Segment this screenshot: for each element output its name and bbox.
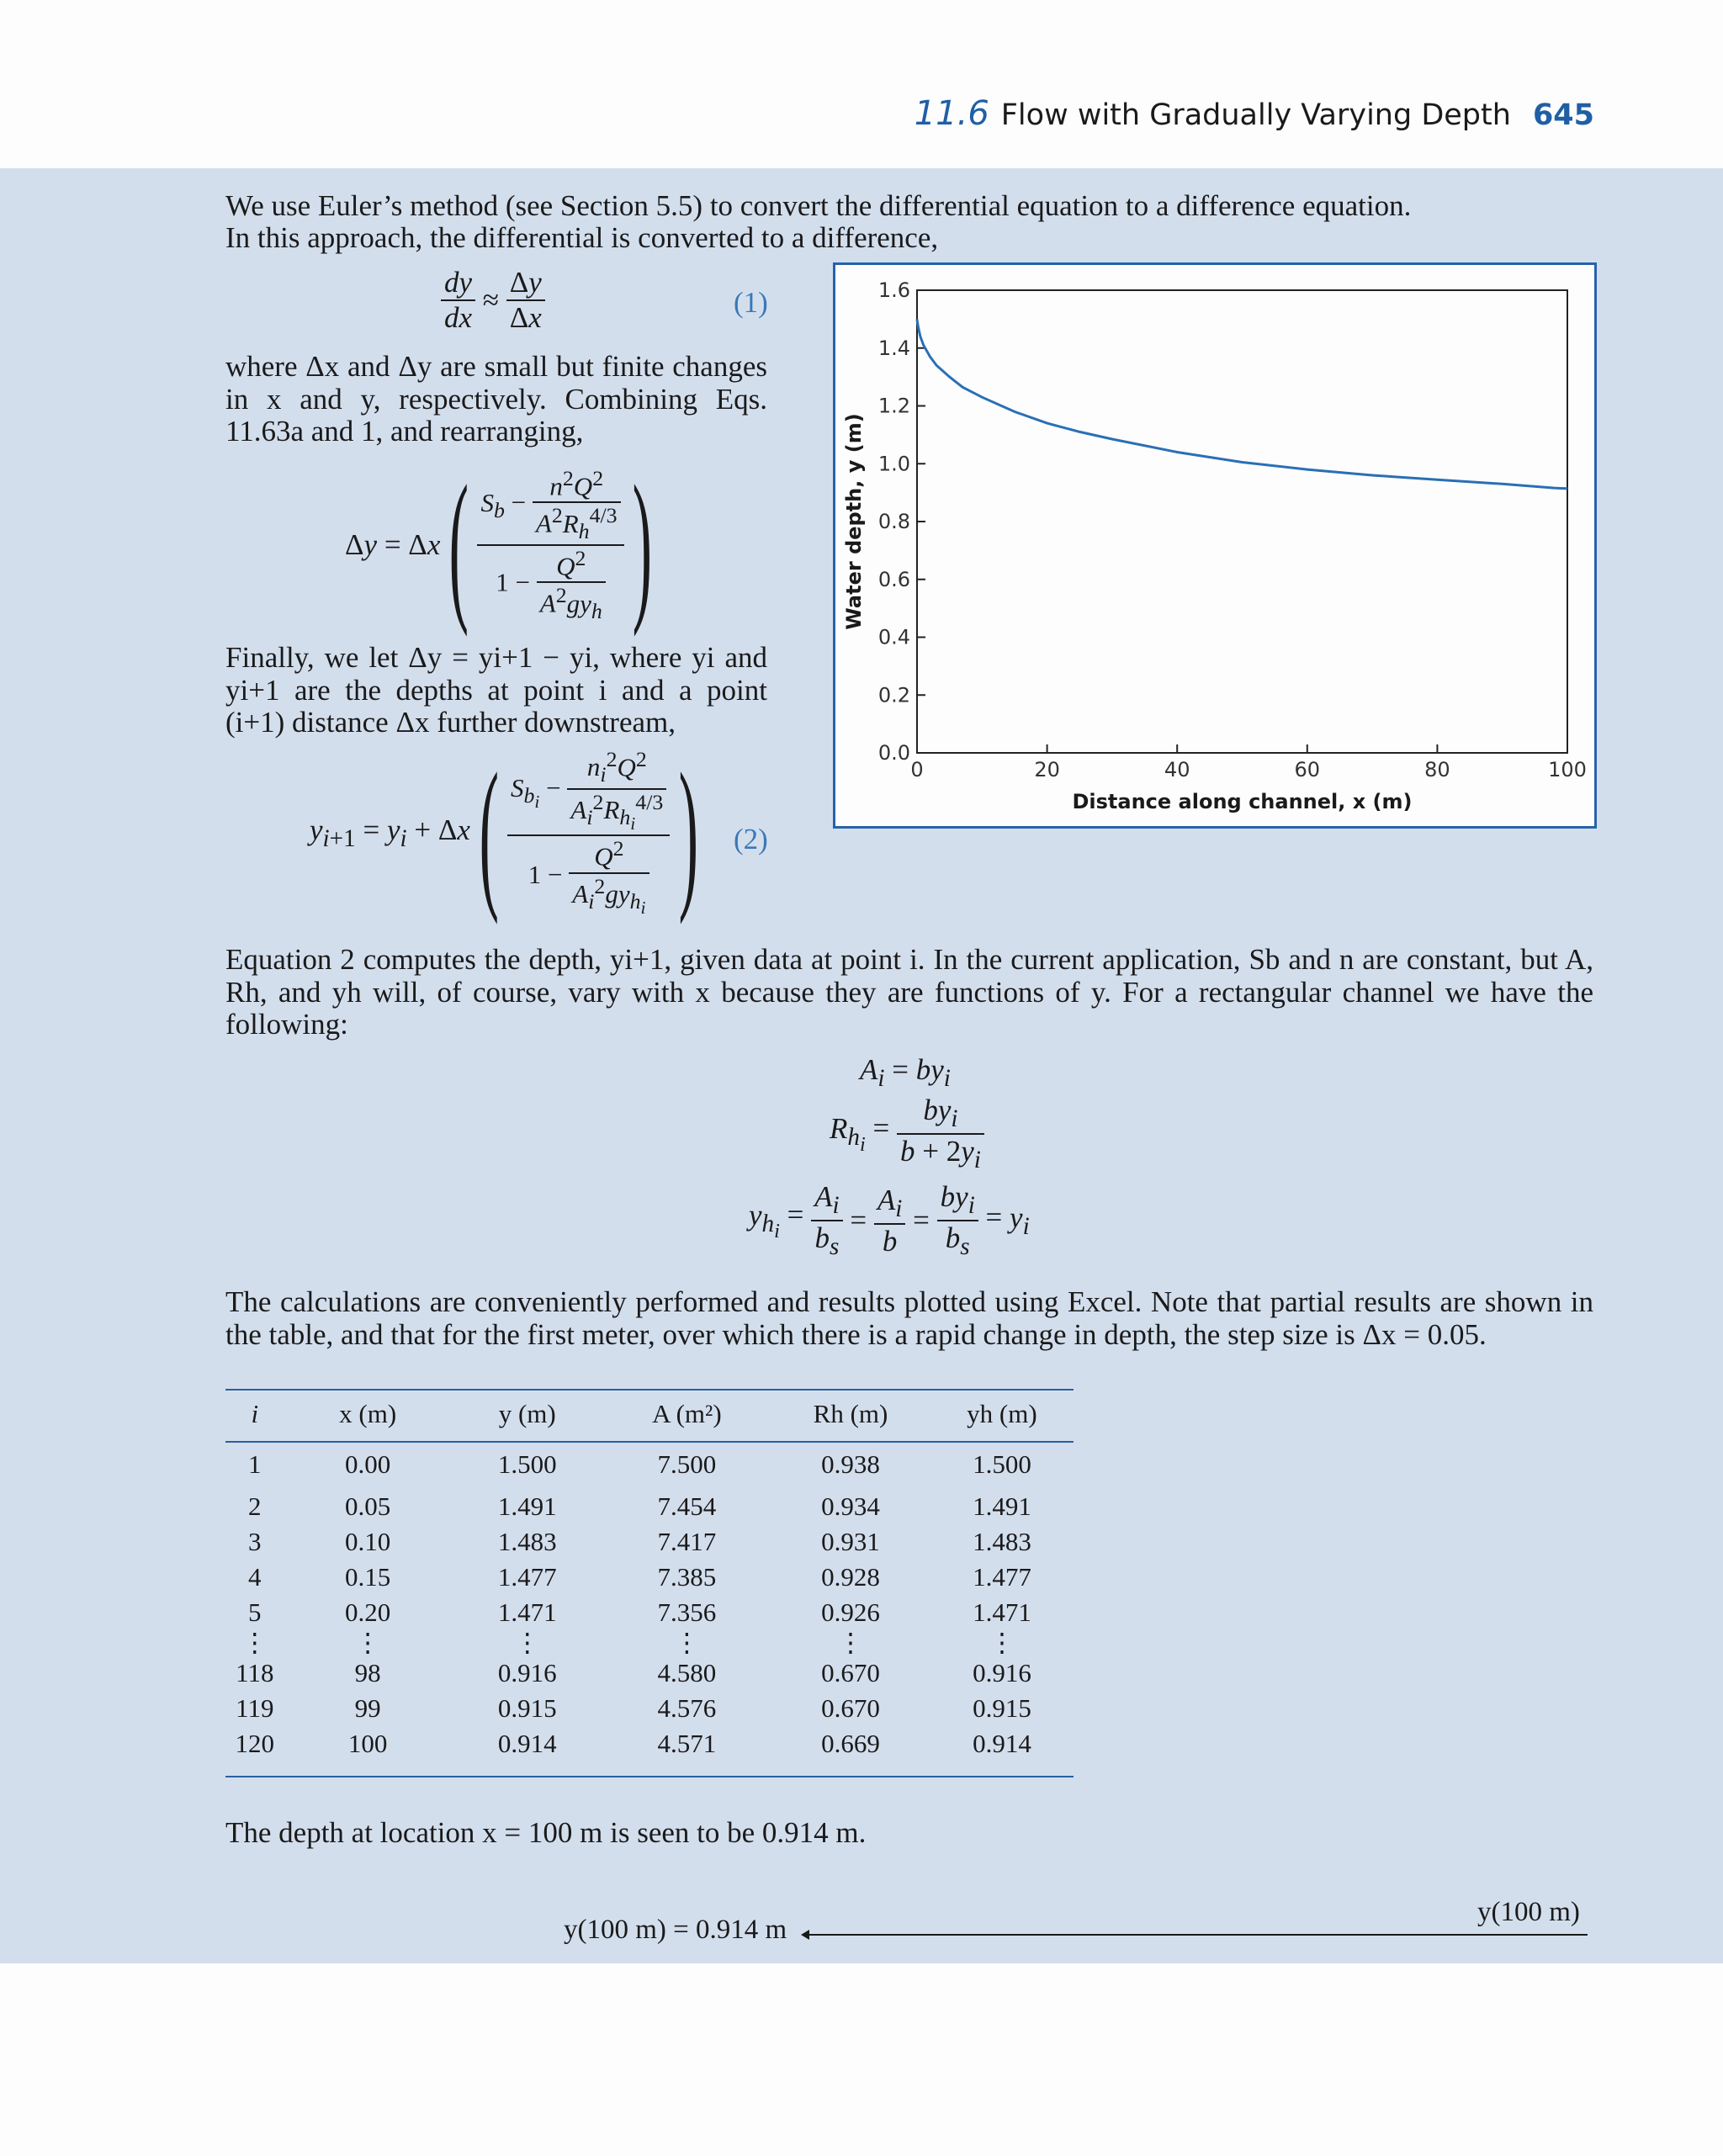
table-cell: 1.477 xyxy=(497,1562,557,1592)
table-cell: 0.916 xyxy=(973,1658,1031,1687)
table-cell: 7.356 xyxy=(657,1597,717,1627)
table-cell: 4.571 xyxy=(657,1729,717,1758)
table-cell: 1.471 xyxy=(497,1597,557,1627)
running-head xyxy=(915,94,1594,133)
table-bottom-rule xyxy=(225,1776,1074,1777)
paragraph-calculations: The calculations are conveniently performed and results plotted using Excel. Note that partial results are shown in the table, and that for the first meter, over which there is a rapid change in depth, the step size is Δx = 0.05. xyxy=(225,1285,1593,1351)
y-tick-label: 0.0 xyxy=(877,741,910,765)
table-cell: 1 xyxy=(248,1449,262,1479)
table-cell: 0.915 xyxy=(973,1693,1031,1723)
paragraph-depth: The depth at location x = 100 m is seen to be 0.914 m. xyxy=(225,1816,867,1849)
table-row xyxy=(225,1440,1074,1489)
table-cell: 0.00 xyxy=(345,1449,391,1479)
table-cell: 0.916 xyxy=(497,1658,557,1687)
table-cell: ⋮ xyxy=(241,1628,268,1657)
table-cell: 119 xyxy=(236,1693,274,1723)
equation-area: $A_i = by_i$ xyxy=(860,1053,951,1092)
answer-value: y(100 m) = 0.914 m xyxy=(564,1915,787,1945)
table-body xyxy=(225,1440,1074,1761)
table-cell: ⋮ xyxy=(989,1628,1015,1657)
table-cell: 0.670 xyxy=(821,1658,880,1687)
table-cell: 7.385 xyxy=(657,1562,717,1592)
table-header-row xyxy=(225,1388,1074,1440)
table-cell: ⋮ xyxy=(837,1628,864,1657)
equation-hydraulic-radius: $R_{h_i}$ = $\frac{by_i}{b + 2y_i}$ xyxy=(830,1094,984,1174)
plot-frame xyxy=(917,290,1567,753)
table-cell: 1.500 xyxy=(973,1449,1031,1479)
y-tick-label: 0.4 xyxy=(877,625,910,649)
table-row xyxy=(225,1630,1074,1655)
equation-delta-y: Δy = Δx ( $S_b$ − $\frac{n^2Q^2}{A^2R_h^{4/3}}$ 1 − $\frac{Q^2}{A^2gy_h}$ ) xyxy=(345,452,653,638)
header-x: x (m) xyxy=(339,1399,397,1428)
page-header xyxy=(0,0,1723,168)
table-cell: 0.931 xyxy=(821,1527,880,1556)
y-tick-label: 0.2 xyxy=(877,683,910,707)
x-tick-label: 0 xyxy=(910,758,924,781)
table-cell: 7.417 xyxy=(657,1527,717,1556)
table-cell: 0.934 xyxy=(821,1491,880,1521)
table-cell: 120 xyxy=(235,1729,275,1758)
table-cell: 1.483 xyxy=(497,1527,557,1556)
table-cell: 1.491 xyxy=(973,1491,1031,1521)
equation-2-number: (2) xyxy=(734,823,768,856)
page-number: 645 xyxy=(1532,98,1594,132)
table-cell: 0.15 xyxy=(345,1562,391,1592)
table-cell: 1.477 xyxy=(973,1562,1031,1592)
table-cell: 4 xyxy=(248,1562,262,1592)
table-cell: ⋮ xyxy=(354,1628,381,1657)
table-row xyxy=(225,1560,1074,1595)
table-cell: 5 xyxy=(248,1597,262,1627)
table-cell: 4.576 xyxy=(657,1693,717,1723)
header-i: i xyxy=(251,1399,259,1428)
paragraph-finally: Finally, we let Δy = yi+1 − yi, where yi and yi+1 are the depths at point i and a point (i+1) distance Δx further downstream, xyxy=(225,641,767,739)
table-cell: 1.491 xyxy=(497,1491,557,1521)
x-tick-label: 80 xyxy=(1424,758,1450,781)
y-tick-label: 1.6 xyxy=(877,278,910,302)
results-table xyxy=(225,1388,1074,1761)
y-tick-label: 1.4 xyxy=(877,336,910,360)
table-row xyxy=(225,1524,1074,1560)
intro-line-2: In this approach, the differential is converted to a difference, xyxy=(225,221,939,254)
y-tick-label: 0.8 xyxy=(877,510,910,533)
depth-profile-chart xyxy=(833,262,1597,829)
answer-arrow-icon xyxy=(801,1930,809,1940)
table-cell: 0.05 xyxy=(345,1491,391,1521)
table-cell: 2 xyxy=(248,1491,262,1521)
paragraph-where: where Δx and Δy are small but finite changes in x and y, respectively. Combining Eqs. 11.63a and 1, and rearranging, xyxy=(225,350,767,448)
depth-series-line xyxy=(917,319,1567,488)
table-cell: 7.454 xyxy=(657,1491,717,1521)
y-tick-label: 0.6 xyxy=(877,567,910,591)
table-cell: ⋮ xyxy=(514,1628,541,1657)
table-cell: 0.938 xyxy=(821,1449,880,1479)
table-row xyxy=(225,1691,1074,1726)
table-cell: 7.500 xyxy=(657,1449,717,1479)
table-cell: 0.914 xyxy=(973,1729,1031,1758)
y-tick-label: 1.2 xyxy=(877,394,910,418)
x-tick-label: 20 xyxy=(1034,758,1060,781)
x-tick-label: 100 xyxy=(1548,758,1587,781)
table-cell: 99 xyxy=(354,1693,381,1723)
table-cell: 0.915 xyxy=(497,1693,557,1723)
header-area: A (m²) xyxy=(652,1399,722,1428)
x-tick-label: 60 xyxy=(1294,758,1321,781)
table-cell: 1.471 xyxy=(973,1597,1031,1627)
x-axis-label: Distance along channel, x (m) xyxy=(1072,790,1413,813)
table-cell: 98 xyxy=(354,1658,381,1687)
table-cell: 0.10 xyxy=(345,1527,391,1556)
y-axis-label: Water depth, y (m) xyxy=(842,413,866,630)
table-cell: 0.928 xyxy=(821,1562,880,1592)
table-cell: 118 xyxy=(236,1658,274,1687)
y-tick-label: 1.0 xyxy=(877,452,910,476)
answer-label: y(100 m) xyxy=(1477,1897,1580,1927)
chart-svg xyxy=(835,265,1594,826)
table-row xyxy=(225,1595,1074,1630)
table-cell: 4.580 xyxy=(657,1658,717,1687)
table-cell: 0.914 xyxy=(497,1729,557,1758)
table-cell: 100 xyxy=(347,1729,388,1758)
answer-leader-line xyxy=(803,1934,1588,1936)
table-cell: 1.500 xyxy=(497,1449,557,1479)
equation-hydraulic-depth: $y_{h_i}$ = $\frac{A_i}{b_s}$ = $\frac{A_i}{b}$ = $\frac{by_i}{b_s}$ = $y_i$ xyxy=(749,1180,1030,1260)
paragraph-equation-2: Equation 2 computes the depth, yi+1, given data at point i. In the current application, Sb and n are constant, but A, Rh, and yh will, of course, vary with x because they are functions of y. For a rectangular channel we have the following: xyxy=(225,943,1593,1041)
header-rh: Rh (m) xyxy=(813,1399,888,1428)
table-cell: 0.669 xyxy=(821,1729,880,1758)
header-y: y (m) xyxy=(498,1399,556,1428)
equation-2: $y_{i+1} = y_i + \Delta x$ ( $S_{b_i}$ − $\frac{n_i^2Q^2}{A_i^2R_{h_i}^{4/3}}$ 1 − $\frac{Q^2}{A_i^2gy_{h_i}}$ ) xyxy=(310,739,699,926)
equation-1-number: (1) xyxy=(734,286,768,319)
section-number: 11.6 xyxy=(914,94,989,133)
table-cell: 0.20 xyxy=(345,1597,391,1627)
table-cell: 0.670 xyxy=(821,1693,880,1723)
x-tick-label: 40 xyxy=(1164,758,1190,781)
equation-1: $\frac{dy}{dx}$ ≈ $\frac{\Delta y}{\Delta x}$ xyxy=(441,266,545,335)
table-cell: 0.926 xyxy=(821,1597,880,1627)
section-title: Flow with Gradually Varying Depth xyxy=(1000,98,1511,132)
table-row xyxy=(225,1655,1074,1691)
table-cell: 1.483 xyxy=(973,1527,1031,1556)
intro-line-1: We use Euler’s method (see Section 5.5) to convert the differential equation to a difference equation. xyxy=(225,189,1412,222)
table-cell: ⋮ xyxy=(673,1628,700,1657)
table-row xyxy=(225,1726,1074,1761)
table-row xyxy=(225,1489,1074,1524)
table-cell: 3 xyxy=(248,1527,262,1556)
header-yh: yh (m) xyxy=(967,1399,1037,1428)
